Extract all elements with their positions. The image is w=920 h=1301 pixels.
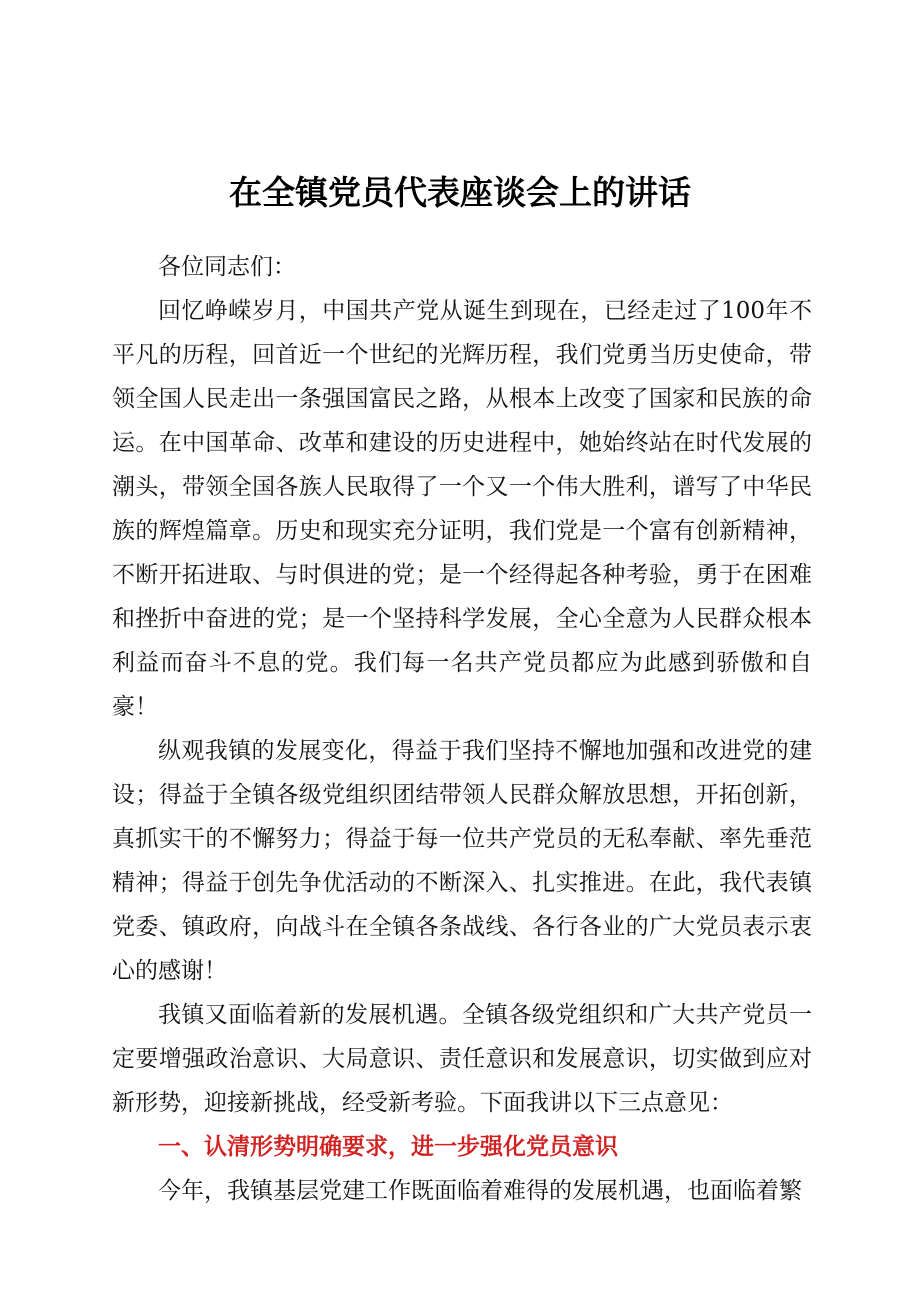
document-title: 在全镇党员代表座谈会上的讲话 bbox=[229, 173, 691, 212]
paragraph-this-year: 今年，我镇基层党建工作既面临着难得的发展机遇，也面临着繁 bbox=[158, 1178, 802, 1204]
paragraph-history: 回忆峥嵘岁月，中国共产党从诞生到现在，已经走过了100年不平凡的历程，回首近一个世纪的光辉历程，我们党勇当历史使命，带领全国人民走出一条强国富民之路，从根本上改变了国家和民族的命运。在中国革命、改革和建设的历史进程中，她始终站在时代发展的潮头，带领全国各族人民取得了一个又一个伟大胜利，谱写了中华民族的辉煌篇章。历史和现实充分证明，我们党是一个富有创新精神，不断开拓进取、与时俱进的党；是一个经得起各种考验，勇于在困难和挫折中奋进的党；是一个坚持科学发展，全心全意为人民群众根本利益而奋斗不息的党。我们每一名共产党员都应为此感到骄傲和自豪！ bbox=[112, 298, 812, 720]
paragraph-development: 纵观我镇的发展变化，得益于我们坚持不懈地加强和改进党的建设；得益于全镇各级党组织团结带领人民群众解放思想，开拓创新，真抓实干的不懈努力；得益于每一位共产党员的无私奉献、率先垂范精神；得益于创先争优活动的不断深入、扎实推进。在此，我代表镇党委、镇政府，向战斗在全镇各条战线、各行各业的广大党员表示衷心的感谢！ bbox=[112, 738, 812, 984]
paragraph-opportunity: 我镇又面临着新的发展机遇。全镇各级党组织和广大共产党员一定要增强政治意识、大局意识、责任意识和发展意识，切实做到应对新形势，迎接新挑战，经受新考验。下面我讲以下三点意见： bbox=[112, 1002, 812, 1116]
salutation: 各位同志们： bbox=[158, 254, 296, 280]
section-heading: 一、认清形势明确要求，进一步强化党员意识 bbox=[158, 1134, 618, 1160]
document-body bbox=[112, 245, 812, 1213]
